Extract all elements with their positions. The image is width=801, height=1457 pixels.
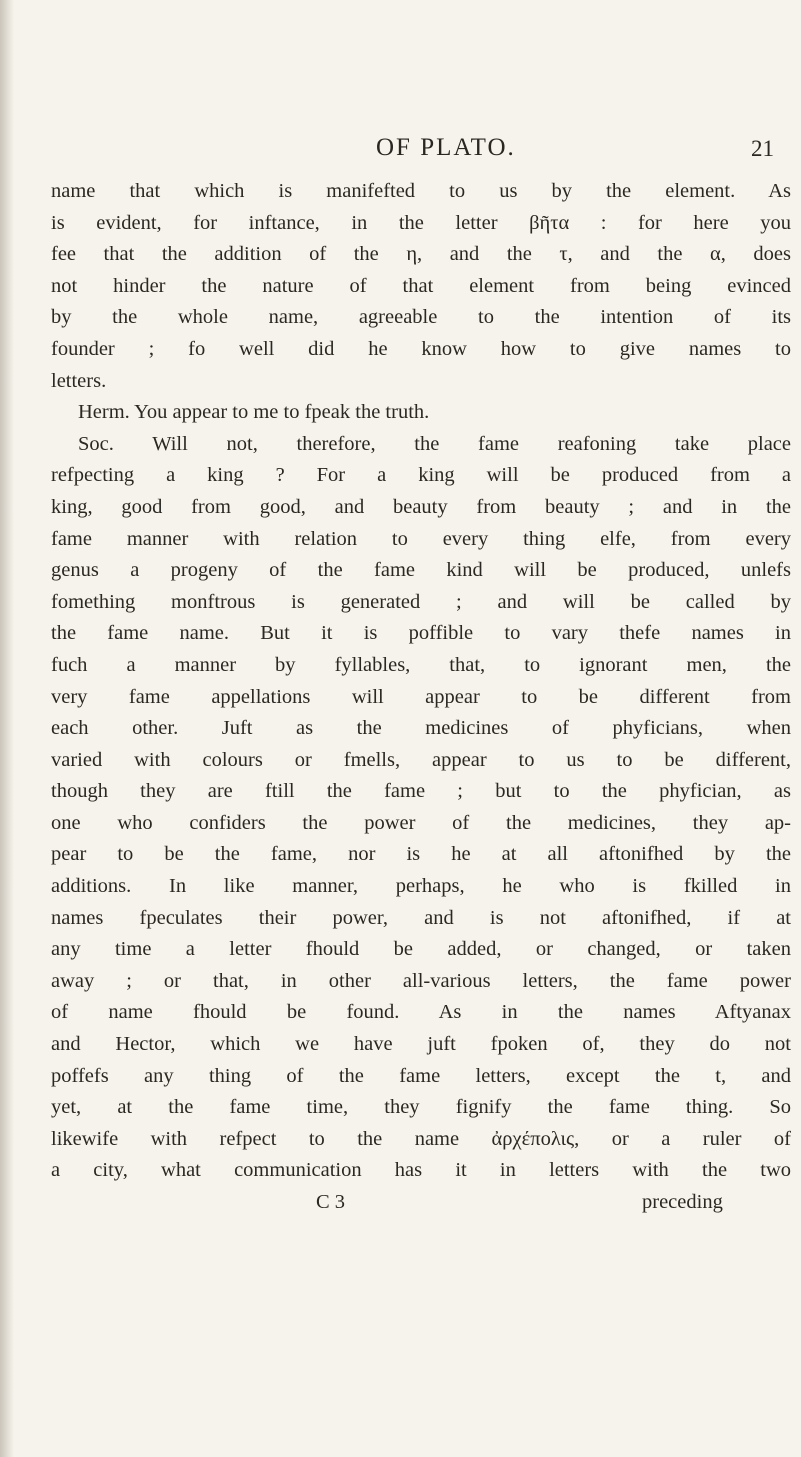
page-gutter-shadow	[0, 0, 14, 1457]
text-line: any time a letter fhould be added, or changed, or taken	[51, 938, 791, 961]
text-line: yet, at the fame time, they fignify the fame thing. So	[51, 1096, 791, 1119]
text-line: letters.	[51, 369, 107, 392]
text-line: Herm. You appear to me to fpeak the truth.	[78, 401, 430, 424]
text-line: king, good from good, and beauty from beauty ; and in the	[51, 495, 791, 518]
text-line: fomething monftrous is generated ; and will be called by	[51, 590, 791, 613]
text-line: fuch a manner by fyllables, that, to ignorant men, the	[51, 653, 791, 676]
catchword: preceding	[642, 1191, 723, 1213]
text-line: genus a progeny of the fame kind will be produced, unlefs	[51, 559, 791, 582]
page-number: 21	[751, 136, 774, 161]
page-footer	[51, 1187, 791, 1219]
text-line: one who confiders the power of the medicines, they ap-	[51, 811, 791, 834]
text-line: by the whole name, agreeable to the intention of its	[51, 306, 791, 329]
text-line: though they are ftill the fame ; but to the phyfician, as	[51, 780, 791, 803]
text-line: additions. In like manner, perhaps, he who is fkilled in	[51, 875, 791, 898]
text-line: the fame name. But it is poffible to vary thefe names in	[51, 622, 791, 645]
text-line: pear to be the fame, nor is he at all aftonifhed by the	[51, 843, 791, 866]
text-line: poffefs any thing of the fame letters, except the t, and	[51, 1064, 791, 1087]
running-title: OF PLATO.	[376, 134, 516, 161]
text-line: refpecting a king ? For a king will be produced from a	[51, 464, 791, 487]
text-line: Soc. Will not, therefore, the fame reafoning take place	[78, 432, 791, 455]
body-text	[51, 176, 791, 1219]
text-line: not hinder the nature of that element from being evinced	[51, 274, 791, 297]
text-line: each other. Juft as the medicines of phyficians, when	[51, 717, 791, 740]
text-line: very fame appellations will appear to be different from	[51, 685, 791, 708]
text-line: is evident, for inftance, in the letter βῆτα : for here you	[51, 211, 791, 234]
text-line: away ; or that, in other all-various letters, the fame power	[51, 969, 791, 992]
text-line: fame manner with relation to every thing elfe, from every	[51, 527, 791, 550]
text-line: of name fhould be found. As in the names Aftyanax	[51, 1001, 791, 1024]
text-line: names fpeculates their power, and is not aftonifhed, if at	[51, 906, 791, 929]
text-line: varied with colours or fmells, appear to us to be different,	[51, 748, 791, 771]
text-line: and Hector, which we have juft fpoken of, they do not	[51, 1033, 791, 1056]
text-line: a city, what communication has it in letters with the two	[51, 1159, 791, 1182]
signature-mark: C 3	[316, 1191, 346, 1213]
text-line: name that which is manifefted to us by the element. As	[51, 180, 791, 202]
text-line: founder ; fo well did he know how to give names to	[51, 337, 791, 360]
text-line: likewife with refpect to the name ἀρχέπολις, or a ruler of	[51, 1127, 791, 1150]
text-line: fee that the addition of the η, and the τ, and the α, does	[51, 243, 791, 266]
